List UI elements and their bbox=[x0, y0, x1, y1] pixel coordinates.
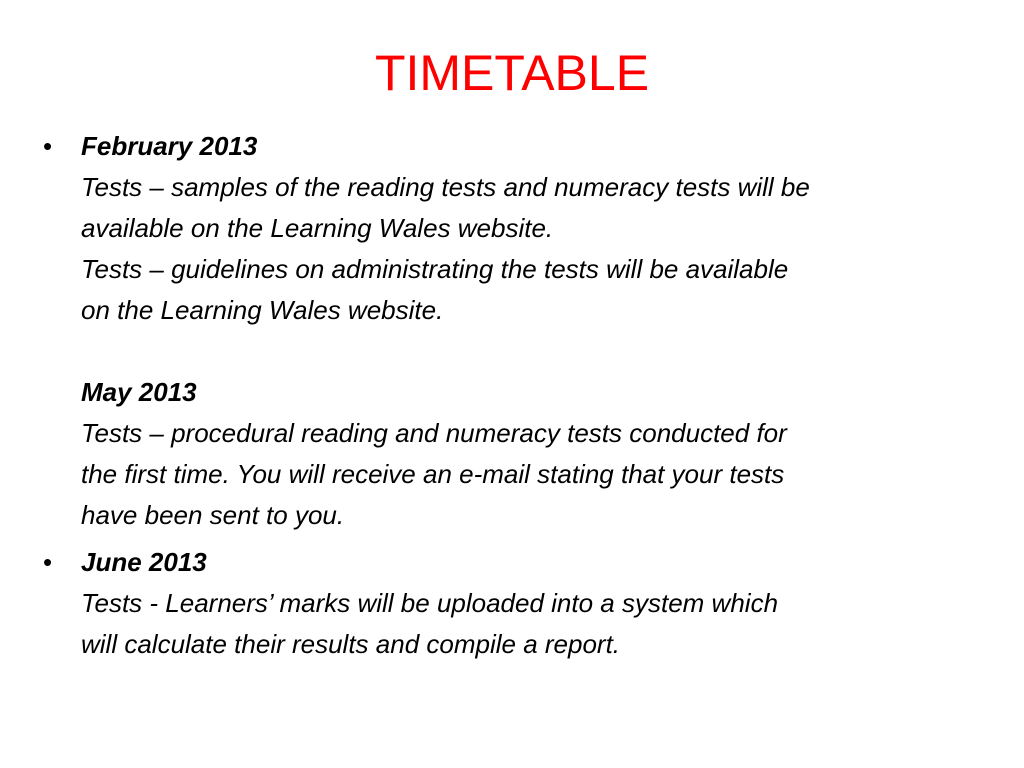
item-text-line: Tests – procedural reading and numeracy tests conducted for bbox=[81, 418, 787, 448]
item-heading: June 2013 bbox=[81, 547, 207, 577]
item-text-line: Tests – guidelines on administrating the tests will be available bbox=[81, 254, 789, 284]
item-subheading: May 2013 bbox=[81, 377, 197, 407]
slide-title: TIMETABLE bbox=[374, 45, 650, 101]
bullet-item-june bbox=[40, 542, 970, 665]
item-text-line: Tests - Learners’ marks will be uploaded into a system which bbox=[81, 588, 779, 618]
item-text-line: will calculate their results and compile a report. bbox=[81, 629, 621, 659]
item-text-line: have been sent to you. bbox=[81, 500, 345, 530]
bullet-list bbox=[40, 126, 970, 665]
bullet-icon: • bbox=[43, 131, 53, 161]
bullet-item-february bbox=[40, 126, 970, 536]
bullet-icon: • bbox=[43, 547, 53, 577]
item-text-line: the first time. You will receive an e-mail stating that your tests bbox=[81, 459, 785, 489]
item-text-line: available on the Learning Wales website. bbox=[81, 213, 554, 243]
item-text-line: on the Learning Wales website. bbox=[81, 295, 444, 325]
item-text-line: Tests – samples of the reading tests and numeracy tests will be bbox=[81, 172, 810, 202]
paragraph-spacer bbox=[81, 331, 970, 372]
item-heading: February 2013 bbox=[81, 131, 258, 161]
